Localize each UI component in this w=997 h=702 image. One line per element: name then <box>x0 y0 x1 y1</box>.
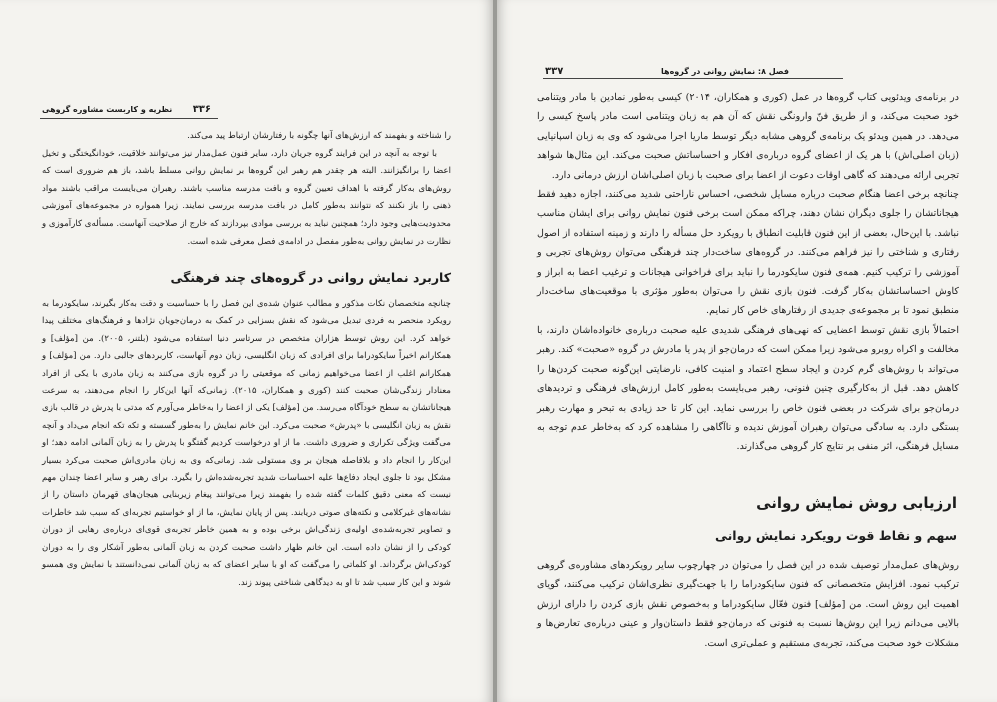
right-paragraph-1: در برنامه‌ی ویدئویی کتاب گروه‌ها در عمل (کوری و همکاران، ۲۰۱۴) کیسی به‌طور نمادین با مادر ویتنامی خود صحبت می‌کند، و از طریق فنّ وارونگی نقش که آن هم به زبان ویتنامی است مادر پاسخ کیسی را می‌دهد. در همین ویدئو یک برنامه‌ی گروهی مشابه دیگر توسط ماریا اجرا می‌شود که وی به زبان اسپانیایی (زبان اصلی‌اش) با هر یک از اعضای گروه درباره‌ی افکار و احساساتش صحبت می‌کند. این مثال‌ها شواهد تجربی ارائه می‌دهند که گاهی اوقات دعوت از اعضا برای صحبت با زبان اصلی‌اشان ارزش درمانی دارد. <box>537 92 959 181</box>
left-paragraph-3: چنانچه متخصصان نکات مذکور و مطالب عنوان شده‌ی این فصل را با حساسیت و دقت به‌کار بگیرند، سایکودرما به رویکرد منحصر به فردی تبدیل می‌شود که نقش بسزایی در کمک به درمان‌جویان نژادها و فرهنگ‌های مختلف پیدا خواهد کرد. این روش توسط هزاران متخصص در سرتاسر دنیا استفاده می‌شود (بلتنر، ۲۰۰۵). من [مؤلف] و همکارانم اخیراً سایکودراما برای افرادی که زبان انگلیسی، زبان دوم آنهاست، کاربردهای جالبی دارد. من [مؤلف] و همکارانم اغلب از اعضا می‌خواهیم زمانی که موقعیتی را در گروه بازی می‌کنند به زبان مادری با یکی از افراد معنادار زندگی‌شان صحبت کنند (کوری و همکاران، ۲۰۱۵). زمانی‌که آنها این‌کار را انجام می‌دهند، به سرعت هیجاناتشان به سطح خودآگاه می‌رسد. من [مؤلف] یکی از اعضا را به‌خاطر می‌آورم که مدتی با پدرش در قالب بازی نقش به زبان انگلیسی با «پدرش» صحبت می‌کرد. این خانم نمایش را به‌طور گسسته و تکه تکه انجام می‌داد و آنچه می‌گفت ویژگی تکراری و ضروری داشت. ما از او درخواست کردیم گفتگو با پدرش را به زبان آلمانی ادامه دهد؛ او این‌کار را انجام داد و بلافاصله هیجان بر وی مستولی شد. زمانی‌که وی به زبان مادری‌اش صحبت می‌کرد بسیار مشکل بود تا جلوی ایجاد دفاع‌ها علیه احساسات شدید تجربه‌شده‌اش را بگیرد. برای رهبر و سایر اعضا چندان مهم نیست که معنی دقیق کلمات گفته شده را بفهمند زیرا می‌توانند پیغام زیربنایی هیجان‌های قهرمان داستان را از نشانه‌های غیرکلامی و نکته‌های صوتی دریابند. پس از پایان نمایش، ما از او خواستیم تجربه‌ای که سبب شد خاطرات و تصاویر تجربه‌شده‌ی اولیه‌ی زندگی‌اش برخی بوده و به همین خاطر تجربه‌ی قوی‌ای درباره‌ی رهایی از دوران کودکی را از نشان داده است. این خانم ظهار داشت صحبت کردن به زبان آلمانی به‌طور آشکار وی را به دوران کودکی‌اش برگرداند. او کلماتی را می‌گفت که او با سایر اعضای که به زبان آلمانی نمی‌دانستند با نمایش وی همسو شوند و این کار سبب شد تا او به دیدگاهی شناختی پیوند زند. <box>42 299 451 588</box>
right-running-head <box>545 66 789 77</box>
right-page <box>497 0 997 702</box>
right-page-number: ۳۳۷ <box>545 66 564 77</box>
right-main-heading: ارزیابی روش نمایش روانی <box>756 494 957 512</box>
left-page-number: ۳۳۶ <box>192 104 211 115</box>
right-top-text <box>537 88 959 457</box>
left-bottom-text <box>42 296 451 592</box>
right-header-rule <box>543 78 843 79</box>
right-sub-heading: سهم و نقاط قوت رویکرد نمایش روانی <box>714 528 957 543</box>
left-paragraph-1: را شناخته و بفهمند که ارزش‌های آنها چگونه با رفتارشان ارتباط پید می‌کند. <box>187 131 451 141</box>
left-running-head <box>42 104 211 115</box>
right-paragraph-4: روش‌های عمل‌مدار توصیف شده در این فصل را می‌توان در چهارچوب سایر رویکردهای مشاوره‌ی گروهی ترکیب نمود. افزایش متخصصانی که فنون سایکودراما را با جهت‌گیری نظری‌اشان ترکیب می‌کنند، گویای اهمیت این روش است. من [مؤلف] فنون فعّال سایکودراما و به‌خصوص نقش بازی کردن را دارای ارزش بالایی می‌دانم زیرا این روش‌ها نسبت به فنونی که درمان‌جو فقط داستان‌وار و عینی درباره‌ی تعارض‌ها و مشکلات خود صحبت می‌کند، تجربه‌ی مستقیم و عملی‌تری است. <box>537 560 959 649</box>
right-bottom-text <box>537 556 959 653</box>
right-paragraph-3: احتمالاً بازی نقش توسط اعضایی که نهی‌های فرهنگی شدیدی علیه صحبت درباره‌ی خانواده‌اشان دارند، با مخالفت و اکراه روبرو می‌شود زیرا ممکن است که درمان‌جو از پدر یا مادرش در گروه «صحبت» کند. رهبر می‌تواند با روش‌های گرم کردن و ایجاد سطح اعتماد و امنیت کافی، نارضایتی این‌گونه صحبت کردن‌ها را کاهش دهد. قبل از به‌کارگیری چنین فنونی، رهبر می‌بایست به‌طور کامل ارزش‌های فرهنگی و تردیدهای درمان‌جو برای شرکت در بعضی فنون خاص را بررسی نماید. این کار تا حد زیادی به تبحر و مهارت رهبر بستگی دارد. به سادگی می‌توان رهبران آموزش ندیده و ناآگاهی را مشاهده کرد که به‌خاطر عدم توجه به مسایل فرهنگی، اثر منفی بر نتایج کار گروهی می‌گذارند. <box>537 324 959 453</box>
left-running-head-title: نظریه و کاربست مشاوره گروهی <box>42 105 173 114</box>
left-header-rule <box>40 118 218 119</box>
left-paragraph-2: با توجه به آنچه در این فرایند گروه جریان دارد، سایر فنون عمل‌مدار نیز می‌توانند خلاقیت، خودانگیختگی و تخیل اعضا را برانگیزانند. البته هر چقدر هم رهبر این گروه‌ها بر نمایش روانی مسلط باشد، باز هم ضروری است که روش‌های به‌کار گرفته با اهداف تعیین گروه و بافت مدرسه مناسب باشند. رهبران می‌بایست مراقب باشند مواد ذهنی را باز نکنند که نتوانند به‌طور کامل در بافت مدرسه بررسی نمایند. زیرا همواره در مجموعه‌های آموزشی محدودیت‌هایی وجود دارد؛ همچنین نباید به بررسی موادی بپردازند که خارج از صلاحیت آنهاست. مسأله‌ی کارآموزی و نظارت در نمایش روانی به‌طور مفصل در ادامه‌ی فصل معرفی شده است. <box>42 148 451 247</box>
left-top-text <box>42 128 451 251</box>
left-section-heading: کاربرد نمایش روانی در گروه‌های چند فرهنگی <box>170 270 451 285</box>
right-running-head-title: فصل ۸: نمایش روانی در گروه‌ها <box>661 67 789 76</box>
right-paragraph-2: چنانچه برخی اعضا هنگام صحبت درباره مسایل شخصی، احساس ناراحتی شدید می‌کنند، اجازه دهید فقط هیجاناتشان را جلوی دیگران نشان دهند، چراکه ممکن است برخی فنون نمایش روانی برای ایشان مناسب نباشد. با این‌حال، بعضی از این فنون قابلیت انطباق با رویکرد حل مسأله را دارند و زمینه استفاده از اصول رفتاری و شناختی را نیز فراهم می‌کنند. در گروه‌های ساخت‌دار چند فرهنگی می‌توان روش‌های تجربی و آموزشی را ترکیب کنیم. همه‌ی فنون سایکودرما را نباید برای فراخوانی هیجانات و ترغیب اعضا به ابراز و کاوش احساساتشان به‌کار گرفت. فنون بازی نقش را می‌توان به‌طور مؤثری با موقعیت‌های ساخت‌دار منطبق نمود تا بر مجموعه‌ی جدیدی از رفتارهای خاص کار نمایم. <box>537 189 959 317</box>
left-page <box>0 0 493 702</box>
